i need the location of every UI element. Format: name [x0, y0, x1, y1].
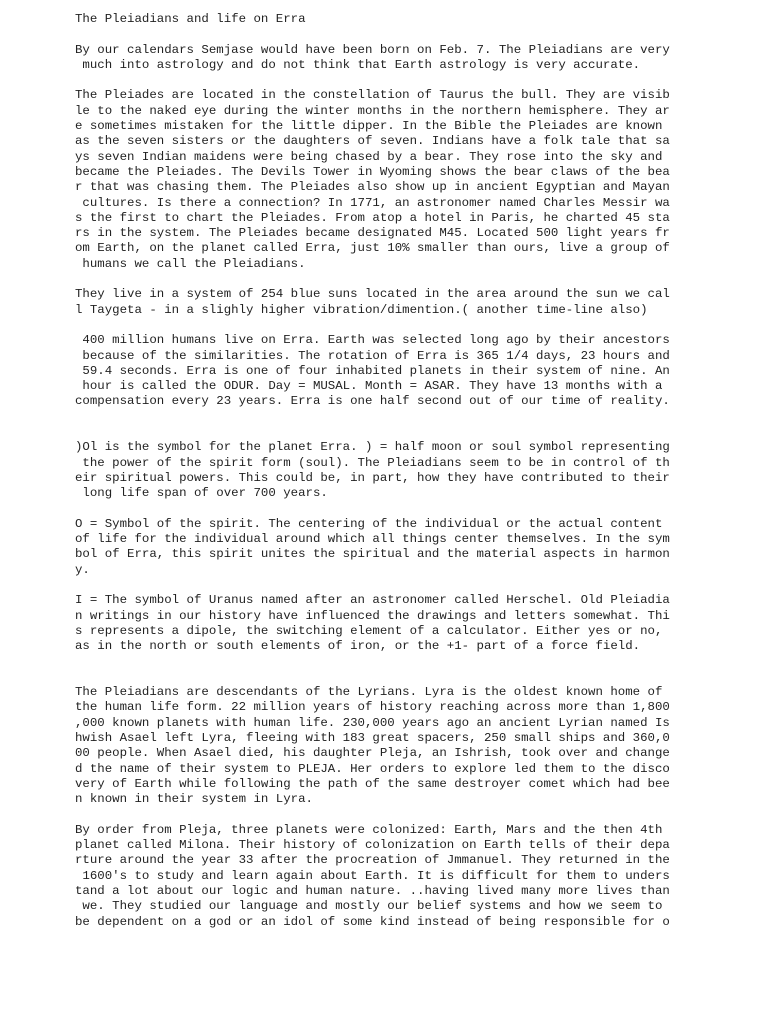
- text-line: r that was chasing them. The Pleiades also show up in ancient Egyptian and Mayan: [75, 180, 670, 195]
- text-line: tand a lot about our logic and human nature. ..having lived many more lives than: [75, 883, 670, 898]
- text-line: y.: [75, 562, 90, 577]
- text-line: [75, 272, 675, 287]
- text-line: The Pleiades are located in the constellation of Taurus the bull. They are visib: [75, 88, 670, 103]
- text-line: [75, 502, 675, 517]
- text-line: bol of Erra, this spirit unites the spiritual and the material aspects in harmon: [75, 547, 670, 562]
- text-line: cultures. Is there a connection? In 1771, an astronomer named Charles Messir wa: [75, 195, 670, 210]
- text-line: [75, 318, 675, 333]
- text-line: humans we call the Pleiadians.: [75, 256, 306, 271]
- text-line: we. They studied our language and mostly our belief systems and how we seem to: [75, 899, 663, 914]
- text-line: compensation every 23 years. Erra is one half second out of our time of reality.: [75, 394, 670, 409]
- text-line: O = Symbol of the spirit. The centering of the individual or the actual content: [75, 516, 663, 531]
- text-line: s the first to chart the Pleiades. From atop a hotel in Paris, he charted 45 sta: [75, 210, 670, 225]
- text-line: as the seven sisters or the daughters of seven. Indians have a folk tale that sa: [75, 134, 670, 149]
- text-line: om Earth, on the planet called Erra, just 10% smaller than ours, live a group of: [75, 241, 670, 256]
- text-line: le to the naked eye during the winter months in the northern hemisphere. They ar: [75, 103, 670, 118]
- text-line: l Taygeta - in a slighly higher vibration/dimention.( another time-line also): [75, 302, 648, 317]
- text-line: the power of the spirit form (soul). The Pleiadians seem to be in control of th: [75, 455, 670, 470]
- text-line: the human life form. 22 million years of history reaching across more than 1,800: [75, 700, 670, 715]
- text-line: 400 million humans live on Erra. Earth was selected long ago by their ancestors: [75, 333, 670, 348]
- text-line: eir spiritual powers. This could be, in part, how they have contributed to their: [75, 470, 670, 485]
- text-line: rs in the system. The Pleiades became designated M45. Located 500 light years fr: [75, 226, 670, 241]
- text-line: e sometimes mistaken for the little dipper. In the Bible the Pleiades are known: [75, 119, 663, 134]
- text-line: n known in their system in Lyra.: [75, 792, 313, 807]
- text-line: hour is called the ODUR. Day = MUSAL. Month = ASAR. They have 13 months with a: [75, 379, 663, 394]
- text-line: I = The symbol of Uranus named after an astronomer called Herschel. Old Pleiadia: [75, 593, 670, 608]
- text-line: long life span of over 700 years.: [75, 486, 328, 501]
- text-line: They live in a system of 254 blue suns located in the area around the sun we cal: [75, 287, 670, 302]
- text-line: [75, 27, 675, 42]
- text-line: s represents a dipole, the switching element of a calculator. Either yes or no,: [75, 623, 663, 638]
- text-line: [75, 654, 675, 669]
- text-line: ,000 known planets with human life. 230,000 years ago an ancient Lyrian named Is: [75, 715, 670, 730]
- text-line: [75, 73, 675, 88]
- text-line: d the name of their system to PLEJA. Her orders to explore led them to the disco: [75, 761, 670, 776]
- text-line: By order from Pleja, three planets were colonized: Earth, Mars and the then 4th: [75, 822, 663, 837]
- text-line: because of the similarities. The rotation of Erra is 365 1/4 days, 23 hours and: [75, 348, 670, 363]
- document-page: [75, 12, 675, 930]
- text-line: [75, 670, 675, 685]
- text-line: planet called Milona. Their history of colonization on Earth tells of their depa: [75, 838, 670, 853]
- text-line: n writings in our history have influenced the drawings and letters somewhat. Thi: [75, 608, 670, 623]
- text-line: of life for the individual around which all things center themselves. In the sym: [75, 532, 670, 547]
- text-line: be dependent on a god or an idol of some kind instead of being responsible for o: [75, 914, 670, 929]
- text-line: hwish Asael left Lyra, fleeing with 183 great spacers, 250 small ships and 360,0: [75, 730, 670, 745]
- text-line: [75, 425, 675, 440]
- text-line: ys seven Indian maidens were being chased by a bear. They rose into the sky and: [75, 149, 663, 164]
- text-line: very of Earth while following the path of the same destroyer comet which had bee: [75, 776, 670, 791]
- text-line: [75, 807, 675, 822]
- text-line: 59.4 seconds. Erra is one of four inhabited planets in their system of nine. An: [75, 363, 670, 378]
- text-line: much into astrology and do not think that Earth astrology is very accurate.: [75, 57, 641, 72]
- text-line: [75, 578, 675, 593]
- text-line: )Ol is the symbol for the planet Erra. ) = half moon or soul symbol representing: [75, 440, 670, 455]
- text-line: rture around the year 33 after the procreation of Jmmanuel. They returned in the: [75, 853, 670, 868]
- text-line: By our calendars Semjase would have been born on Feb. 7. The Pleiadians are very: [75, 42, 670, 57]
- text-line: 1600's to study and learn again about Earth. It is difficult for them to unders: [75, 868, 670, 883]
- text-line: 00 people. When Asael died, his daughter Pleja, an Ishrish, took over and change: [75, 746, 670, 761]
- document-title: The Pleiadians and life on Erra: [75, 12, 306, 26]
- text-line: became the Pleiades. The Devils Tower in Wyoming shows the bear claws of the bea: [75, 164, 670, 179]
- text-line: The Pleiadians are descendants of the Lyrians. Lyra is the oldest known home of: [75, 685, 663, 700]
- text-line: [75, 410, 675, 425]
- text-line: as in the north or south elements of iron, or the +1- part of a force field.: [75, 639, 641, 654]
